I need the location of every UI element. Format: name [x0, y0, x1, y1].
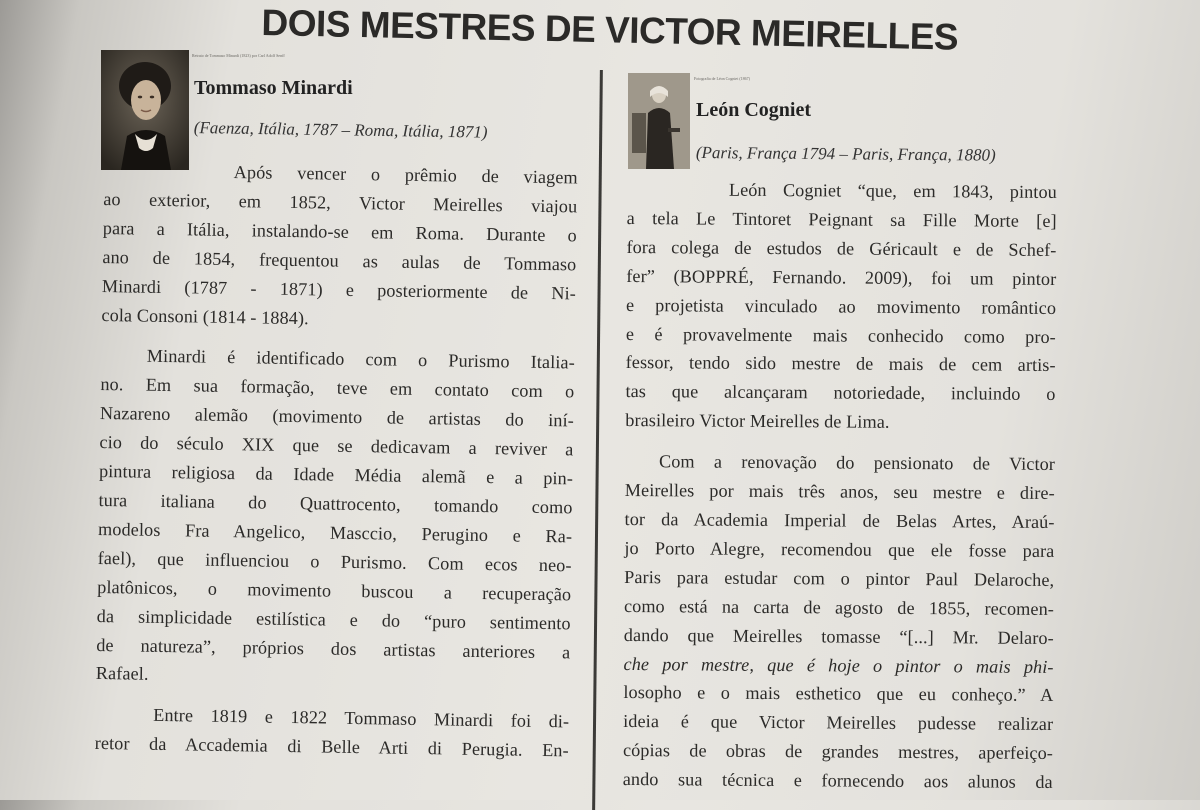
- text-line: Com a renovação do pensionato de Victor: [658, 451, 1056, 475]
- text-line: de natureza”, próprios dos artistas anteriores a: [96, 634, 571, 662]
- text-line: losopho e o mais esthetico que eu conheço.” A: [623, 682, 1054, 706]
- text-line: da simplicidade estilística e do “puro sentimento: [96, 605, 571, 633]
- text-line: ando sua técnica e fornecendo aos alunos da: [622, 769, 1053, 793]
- text-line: ao exterior, em 1852, Victor Meirelles viajou: [103, 188, 578, 217]
- minardi-dates: (Faenza, Itália, 1787 – Roma, Itália, 1871): [193, 118, 488, 142]
- text-line: para a Itália, instalando-se em Roma. Durante o: [102, 217, 577, 246]
- text-line: Paris para estudar com o pintor Paul Delaroche,: [624, 566, 1055, 590]
- text-line: fer” (BOPPRÉ, Fernando. 2009), foi um pintor: [626, 265, 1057, 289]
- cogniet-body-text: [623, 175, 1057, 797]
- text-line: brasileiro Victor Meirelles de Lima.: [625, 410, 890, 433]
- text-line: tor da Academia Imperial de Belas Artes, Araú-: [624, 508, 1055, 532]
- text-line: che por mestre, que é hoje o pintor o mais phi-: [623, 653, 1054, 677]
- text-line: retor da Accademia di Belle Arti di Perugia. En-: [94, 733, 569, 761]
- text-line: modelos Fra Angelico, Masccio, Perugino e Ra-: [97, 518, 573, 547]
- text-line: fael), que influenciou o Purismo. Com ecos neo-: [97, 547, 572, 576]
- text-line: e projetista vinculado ao movimento romântico: [626, 294, 1057, 318]
- minardi-portrait: [101, 50, 189, 170]
- page-title: DOIS MESTRES DE VICTOR MEIRELLES: [261, 2, 959, 58]
- text-line: ideia é que Victor Meirelles pudesse realizar: [623, 711, 1054, 735]
- text-line: Minardi (1787 - 1871) e posteriormente de Ni-: [101, 275, 577, 304]
- minardi-body-text: [95, 156, 578, 765]
- cogniet-photo: [628, 73, 690, 169]
- cogniet-dates: (Paris, França 1794 – Paris, França, 1880): [695, 143, 996, 165]
- column-divider: [592, 70, 603, 810]
- text-line: Rafael.: [95, 663, 149, 685]
- text-line: fessor, tendo sido mestre de mais de cem artis-: [625, 352, 1056, 376]
- text-line: cio do século XIX que se dedicavam a reviver a: [99, 432, 574, 460]
- minardi-portrait-caption: Retrato de Tommaso Minardi (1823) por Carl Adolf Senff: [192, 53, 285, 58]
- minardi-name: Tommaso Minardi: [194, 77, 353, 99]
- text-line: e é provavelmente mais conhecido como pro-: [625, 323, 1056, 347]
- text-line: Após vencer o prêmio de viagem: [233, 162, 578, 188]
- text-line: Nazareno alemão (movimento de artistas do iní-: [99, 403, 575, 431]
- text-line: pintura religiosa da Idade Média alemã e a pin-: [98, 461, 574, 489]
- text-line: fora colega de estudos de Géricault e de Schef-: [626, 236, 1057, 260]
- text-line: León Cogniet “que, em 1843, pintou: [728, 179, 1057, 203]
- text-line: jo Porto Alegre, recomendou que ele fosse para: [624, 537, 1055, 561]
- text-line: platônicos, o movimento buscou a recuperação: [97, 576, 572, 605]
- text-line: tura italiana do Quattrocento, tomando como: [98, 489, 573, 518]
- text-line: cópias de obras de grandes mestres, aperfeiço-: [622, 740, 1054, 764]
- text-line: dando que Meirelles tomasse “[...] Mr. Delaro-: [623, 624, 1054, 648]
- cogniet-photo-caption: Fotografia de Léon Cogniet (1867): [694, 76, 750, 81]
- text-line: ano de 1854, frequentou as aulas de Tommaso: [102, 246, 577, 275]
- text-line: cola Consoni (1814 - 1884).: [101, 304, 309, 328]
- text-line: no. Em sua formação, teve em contato com o: [100, 374, 575, 402]
- text-line: como está na carta de agosto de 1855, recomen-: [623, 595, 1055, 619]
- text-line: Entre 1819 e 1822 Tommaso Minardi foi di-: [153, 705, 570, 732]
- text-line: Meirelles por mais três anos, seu mestre e dire-: [624, 480, 1055, 504]
- text-line: a tela Le Tintoret Peignant sa Fille Morte [e]: [626, 207, 1057, 231]
- text-line: tas que alcançaram notoriedade, incluindo o: [625, 381, 1056, 405]
- text-line: Minardi é identificado com o Purismo Italia-: [146, 346, 575, 373]
- cogniet-name: León Cogniet: [696, 99, 811, 121]
